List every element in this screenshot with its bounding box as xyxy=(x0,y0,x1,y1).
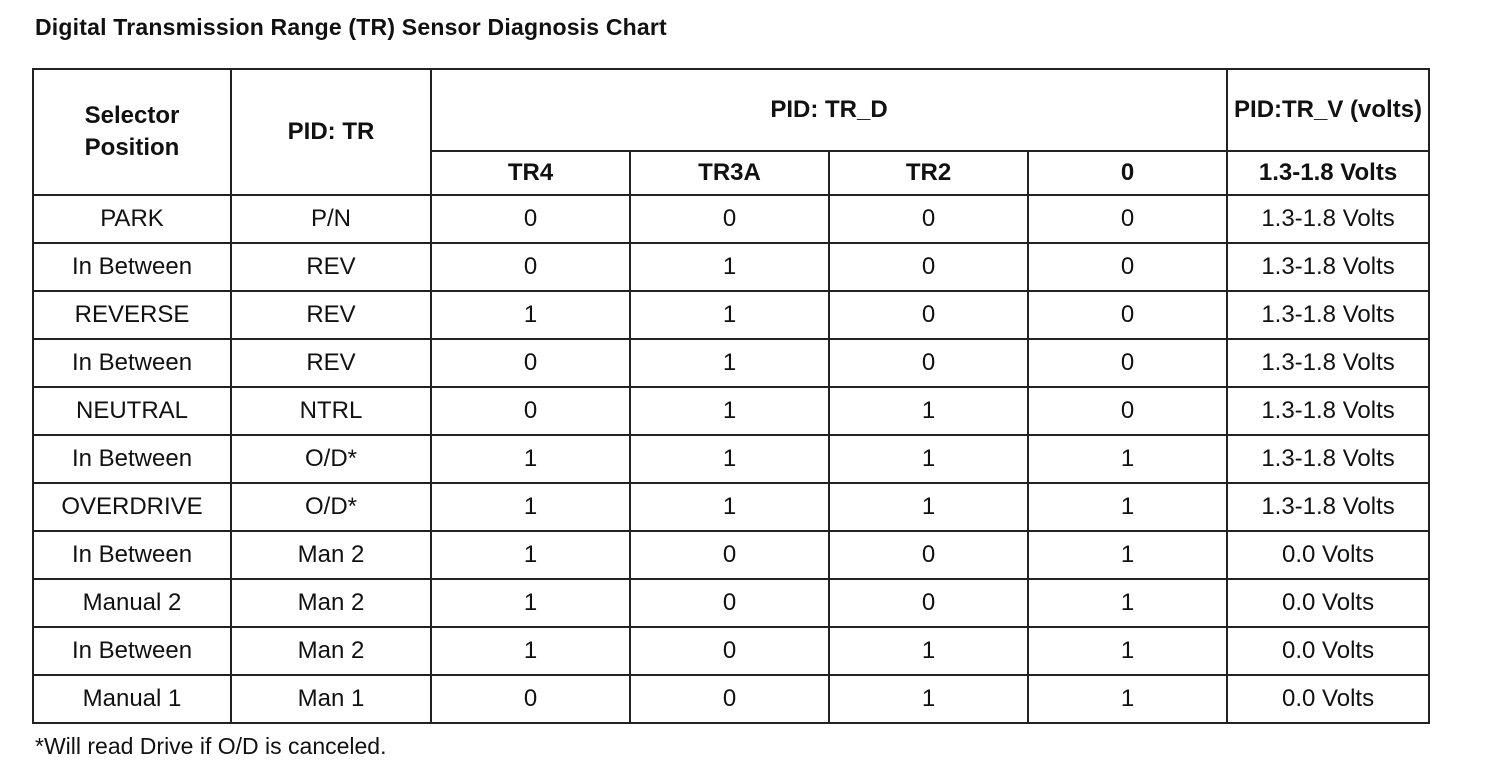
cell-zero: 1 xyxy=(1028,627,1227,675)
table-body xyxy=(33,195,1429,723)
cell-tr3a: 0 xyxy=(630,195,829,243)
cell-zero: 0 xyxy=(1028,339,1227,387)
cell-zero: 1 xyxy=(1028,675,1227,723)
cell-tr2: 0 xyxy=(829,531,1028,579)
cell-volts: 0.0 Volts xyxy=(1227,531,1429,579)
cell-volts: 1.3-1.8 Volts xyxy=(1227,195,1429,243)
cell-pid-tr: Man 2 xyxy=(231,627,431,675)
cell-pid-tr: O/D* xyxy=(231,483,431,531)
table-row xyxy=(33,483,1429,531)
cell-pid-tr: REV xyxy=(231,243,431,291)
table-row xyxy=(33,195,1429,243)
cell-tr2: 1 xyxy=(829,387,1028,435)
header-selector-position: Selector Position xyxy=(33,69,231,195)
footnote: *Will read Drive if O/D is canceled. xyxy=(35,733,387,759)
cell-tr2: 1 xyxy=(829,675,1028,723)
cell-pid-tr: REV xyxy=(231,339,431,387)
diagnosis-table xyxy=(32,68,1430,724)
cell-tr2: 0 xyxy=(829,579,1028,627)
table-row xyxy=(33,291,1429,339)
cell-volts: 1.3-1.8 Volts xyxy=(1227,435,1429,483)
cell-tr4: 0 xyxy=(431,243,630,291)
cell-pid-tr: Man 2 xyxy=(231,579,431,627)
cell-tr4: 1 xyxy=(431,435,630,483)
cell-tr4: 1 xyxy=(431,483,630,531)
header-pid-tr-d: PID: TR_D xyxy=(431,69,1227,151)
subheader-tr3a: TR3A xyxy=(630,151,829,195)
cell-tr3a: 1 xyxy=(630,435,829,483)
cell-volts: 1.3-1.8 Volts xyxy=(1227,291,1429,339)
cell-tr2: 1 xyxy=(829,627,1028,675)
cell-tr3a: 1 xyxy=(630,339,829,387)
cell-selector-position: In Between xyxy=(33,627,231,675)
cell-selector-position: In Between xyxy=(33,531,231,579)
cell-zero: 0 xyxy=(1028,387,1227,435)
cell-tr3a: 1 xyxy=(630,291,829,339)
cell-pid-tr: Man 1 xyxy=(231,675,431,723)
cell-zero: 0 xyxy=(1028,243,1227,291)
cell-pid-tr: P/N xyxy=(231,195,431,243)
table-row xyxy=(33,627,1429,675)
cell-tr4: 0 xyxy=(431,387,630,435)
cell-selector-position: NEUTRAL xyxy=(33,387,231,435)
cell-tr3a: 0 xyxy=(630,531,829,579)
cell-pid-tr: O/D* xyxy=(231,435,431,483)
cell-tr2: 0 xyxy=(829,339,1028,387)
cell-tr3a: 1 xyxy=(630,387,829,435)
cell-zero: 0 xyxy=(1028,291,1227,339)
cell-selector-position: OVERDRIVE xyxy=(33,483,231,531)
subheader-tr4: TR4 xyxy=(431,151,630,195)
cell-tr3a: 1 xyxy=(630,243,829,291)
cell-tr2: 1 xyxy=(829,435,1028,483)
cell-volts: 1.3-1.8 Volts xyxy=(1227,339,1429,387)
cell-volts: 0.0 Volts xyxy=(1227,627,1429,675)
cell-pid-tr: Man 2 xyxy=(231,531,431,579)
table-row xyxy=(33,387,1429,435)
chart-title: Digital Transmission Range (TR) Sensor Diagnosis Chart xyxy=(35,14,667,40)
cell-selector-position: In Between xyxy=(33,339,231,387)
cell-tr2: 1 xyxy=(829,483,1028,531)
cell-zero: 1 xyxy=(1028,483,1227,531)
cell-zero: 1 xyxy=(1028,435,1227,483)
cell-tr4: 1 xyxy=(431,627,630,675)
cell-tr4: 0 xyxy=(431,339,630,387)
table-row xyxy=(33,339,1429,387)
cell-selector-position: In Between xyxy=(33,435,231,483)
header-pid-tr-v: PID:TR_V (volts) xyxy=(1227,69,1429,151)
table-row xyxy=(33,243,1429,291)
cell-zero: 0 xyxy=(1028,195,1227,243)
cell-selector-position: In Between xyxy=(33,243,231,291)
header-pid-tr: PID: TR xyxy=(231,69,431,195)
table-header xyxy=(33,69,1429,195)
cell-tr4: 0 xyxy=(431,195,630,243)
cell-tr4: 1 xyxy=(431,291,630,339)
table-row xyxy=(33,579,1429,627)
subheader-zero: 0 xyxy=(1028,151,1227,195)
cell-tr3a: 1 xyxy=(630,483,829,531)
table-row xyxy=(33,675,1429,723)
cell-tr2: 0 xyxy=(829,291,1028,339)
cell-pid-tr: NTRL xyxy=(231,387,431,435)
table-row xyxy=(33,435,1429,483)
cell-volts: 0.0 Volts xyxy=(1227,675,1429,723)
cell-selector-position: Manual 2 xyxy=(33,579,231,627)
cell-selector-position: Manual 1 xyxy=(33,675,231,723)
cell-tr4: 0 xyxy=(431,675,630,723)
cell-volts: 1.3-1.8 Volts xyxy=(1227,243,1429,291)
cell-zero: 1 xyxy=(1028,531,1227,579)
cell-tr3a: 0 xyxy=(630,627,829,675)
cell-zero: 1 xyxy=(1028,579,1227,627)
cell-tr4: 1 xyxy=(431,579,630,627)
table-row xyxy=(33,531,1429,579)
cell-tr3a: 0 xyxy=(630,675,829,723)
subheader-tr2: TR2 xyxy=(829,151,1028,195)
cell-tr4: 1 xyxy=(431,531,630,579)
cell-selector-position: PARK xyxy=(33,195,231,243)
subheader-volts: 1.3-1.8 Volts xyxy=(1227,151,1429,195)
cell-pid-tr: REV xyxy=(231,291,431,339)
cell-tr2: 0 xyxy=(829,195,1028,243)
cell-tr3a: 0 xyxy=(630,579,829,627)
cell-volts: 1.3-1.8 Volts xyxy=(1227,483,1429,531)
cell-volts: 0.0 Volts xyxy=(1227,579,1429,627)
cell-tr2: 0 xyxy=(829,243,1028,291)
cell-volts: 1.3-1.8 Volts xyxy=(1227,387,1429,435)
cell-selector-position: REVERSE xyxy=(33,291,231,339)
